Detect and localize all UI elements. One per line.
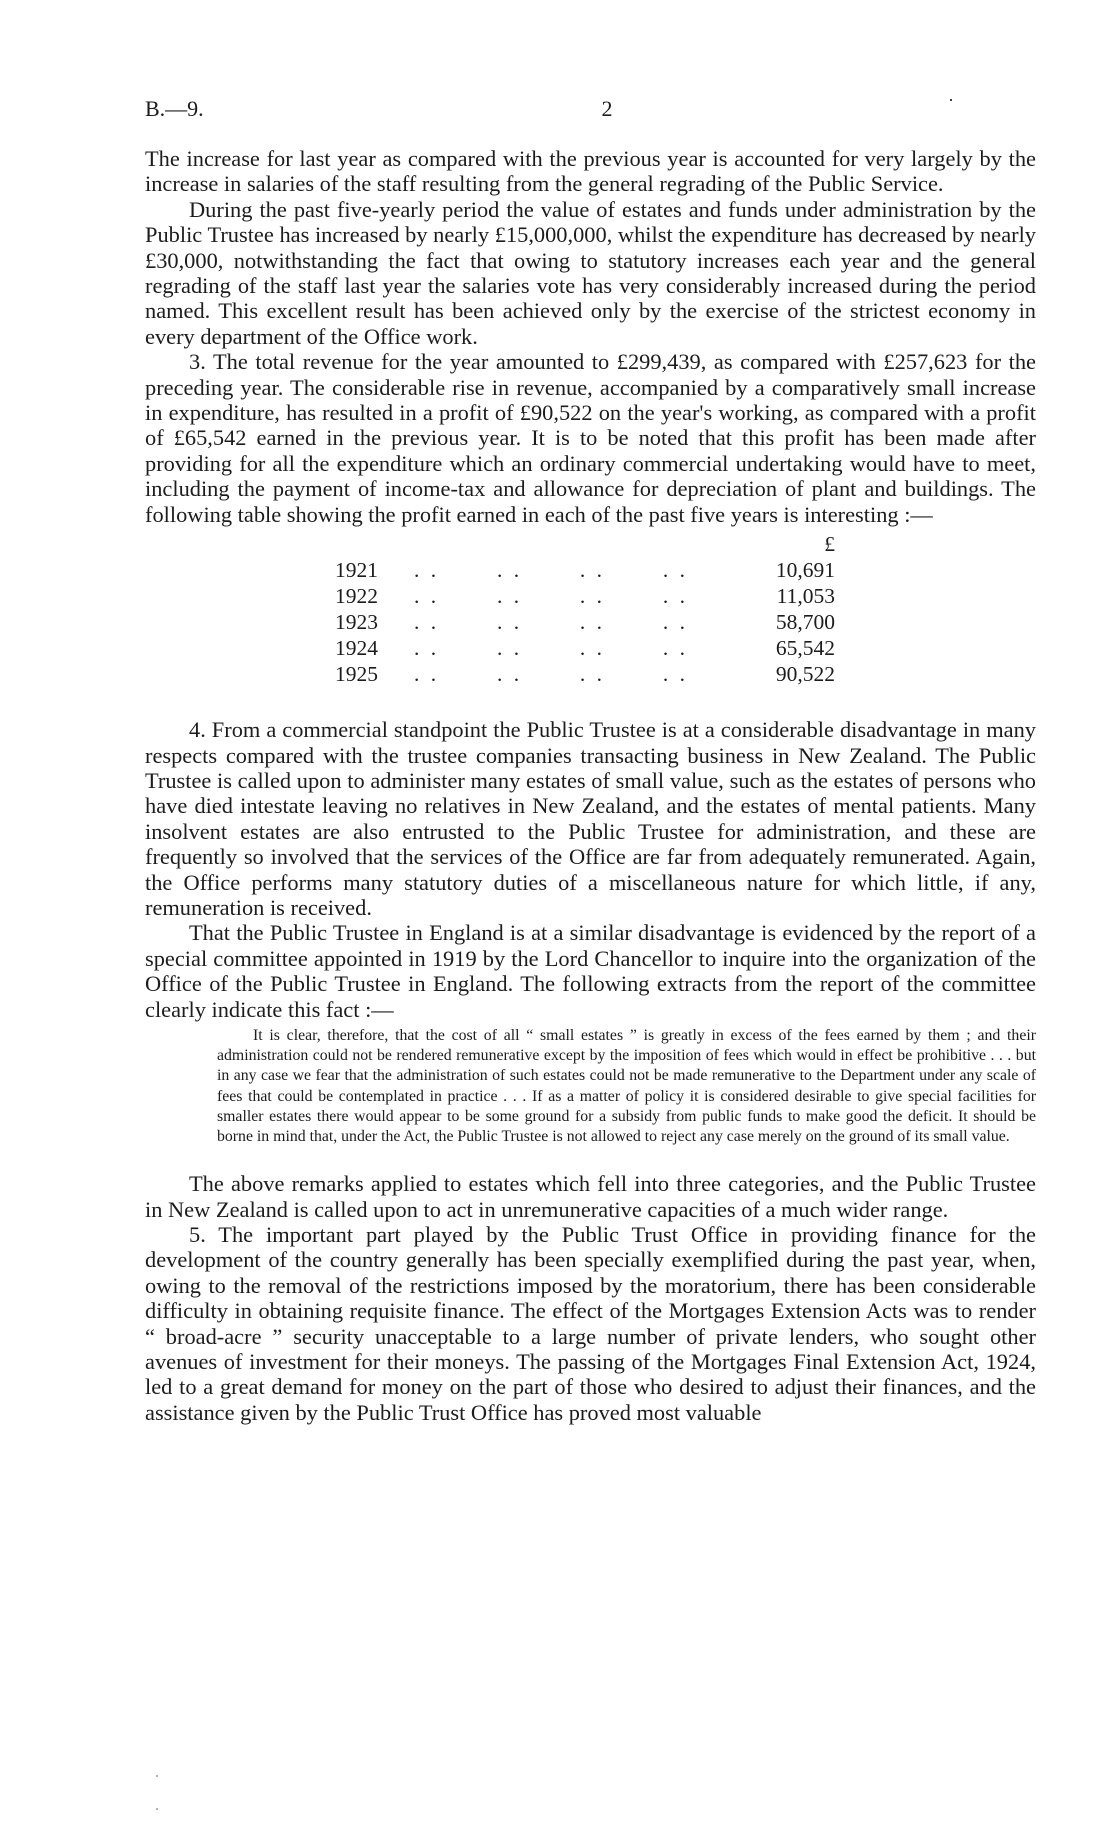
page-speck [156, 1775, 158, 1777]
dot-leader: . . [579, 584, 606, 609]
table-row [335, 635, 835, 661]
dot-leader: . . [662, 558, 688, 583]
dot-leader: . . [662, 662, 688, 687]
table-row [335, 557, 835, 583]
profit-table [335, 531, 835, 687]
dot-leader: . . [579, 558, 606, 583]
table-row [335, 661, 835, 687]
paragraph-section-5-finance: 5. The important part played by the Public Trust Office in providing finance for the development of the country generally has been specially exemplified during the past year, when, owing to the removal of the restrictions imposed by the moratorium, there has been considerable difficulty in obtaining requisite finance. The effect of the Mortgages Extension Acts was to render “ broad-acre ” security unacceptable to a large number of private lenders, who sought other avenues of investment for their moneys. The passing of the Mortgages Final Extension Act, 1924, led to a great demand for money on the part of those who desired to adjust their finances, and the assistance given by the Public Trust Office has proved most valuable [145, 1222, 1036, 1425]
dot-leader: . . [414, 662, 440, 687]
dot-leader: . . [496, 610, 523, 635]
spacer [145, 1147, 1036, 1171]
year-cell: 1921 [335, 558, 378, 583]
paragraph-section-4-commercial: 4. From a commercial standpoint the Public Trustee is at a considerable disadvantage in many respects compared with the trustee companies transacting business in New Zealand. The Public Trustee is called upon to administer many estates of small value, such as the estates of persons who have died intestate leaving no relatives in New Zealand, and the estates of mental patients. Many insolvent estates are also entrusted to the Public Trustee for administration, and these are frequently so involved that the services of the Office are far from adequately remunerated. Again, the Office performs many statutory duties of a miscellaneous nature for which little, if any, remuneration is received. [145, 717, 1036, 920]
profit-amount-cell: 65,542 [775, 636, 835, 661]
page-number: 2 [601, 96, 613, 121]
dot-leader: . . [579, 662, 606, 687]
paragraph-salaries-increase: The increase for last year as compared with the previous year is accounted for very largely by the increase in salaries of the staff resulting from the general regrading of the Public Service. [145, 146, 1036, 197]
page-header [145, 90, 1024, 126]
spacer [145, 687, 1036, 717]
year-cell: 1923 [335, 610, 378, 635]
dot-leader: . . [414, 610, 440, 635]
profit-amount-cell: 11,053 [776, 584, 835, 609]
dot-leader: . . [662, 584, 688, 609]
dot-leader: . . [496, 662, 523, 687]
page-speck [156, 1808, 158, 1810]
profit-amount-cell: 90,522 [775, 662, 835, 687]
table-row [335, 609, 835, 635]
profit-table-unit-row [335, 531, 835, 557]
year-cell: 1922 [335, 584, 378, 609]
paragraph-five-yearly-period: During the past five-yearly period the value of estates and funds under administration by the Public Trustee has increased by nearly £15,000,000, whilst the expenditure has decreased by nearly £30,000, notwithstanding the fact that owing to statutory increases each year and the general regrading of the staff last year the salaries vote has very considerably increased during the period named. This excellent result has been achieved only by the exercise of the strictest economy in every department of the Office work. [145, 196, 1036, 349]
header-dot-mark: · [948, 90, 954, 110]
document-reference: B.—9. [145, 96, 204, 121]
dot-leader: . . [662, 636, 688, 661]
paragraph-three-categories: The above remarks applied to estates which fell into three categories, and the Public Trustee in New Zealand is called upon to act in unremunerative capacities of a much wider range. [145, 1171, 1036, 1222]
dot-leader: . . [414, 636, 440, 661]
paragraph-england-comparison: That the Public Trustee in England is at a similar disadvantage is evidenced by the report of a special committee appointed in 1919 by the Lord Chancellor to inquire into the organization of the Office of the Public Trustee in England. The following extracts from the report of the committee clearly indicate this fact :— [145, 920, 1036, 1022]
dot-leader: . . [662, 610, 688, 635]
dot-leader: . . [414, 558, 440, 583]
profit-amount-cell: 58,700 [775, 610, 835, 635]
year-cell: 1924 [335, 636, 378, 661]
dot-leader: . . [496, 584, 523, 609]
committee-report-quotation: It is clear, therefore, that the cost of all “ small estates ” is greatly in excess of the fees earned by them ; and their administration could not be rendered remunerative except by the imposition of fees which would in effect be prohibitive . . . but in any case we fear that the administration of such estates could not be made remunerative to the Department under any scale of fees that could be contemplated in practice . . . If as a matter of policy it is considered desirable to give special facilities for smaller estates there would appear to be some ground for a subsidy from public funds to make good the deficit. It should be borne in mind that, under the Act, the Public Trustee is not allowed to reject any case merely on the ground of its small value. [217, 1026, 1036, 1145]
dot-leader: . . [414, 584, 440, 609]
document-body [145, 146, 1036, 1425]
dot-leader: . . [496, 636, 523, 661]
profit-amount-cell: 10,691 [775, 558, 835, 583]
dot-leader: . . [496, 558, 523, 583]
paragraph-section-3-revenue: 3. The total revenue for the year amounted to £299,439, as compared with £257,623 for the preceding year. The considerable rise in revenue, accompanied by a comparatively small increase in expenditure, has resulted in a profit of £90,522 on the year's working, as compared with a profit of £65,542 earned in the previous year. It is to be noted that this profit has been made after providing for all the expenditure which an ordinary commercial undertaking would have to meet, including the payment of income-tax and allowance for depreciation of plant and buildings. The following table showing the profit earned in each of the past five years is interesting :— [145, 349, 1036, 527]
dot-leader: . . [579, 636, 606, 661]
year-cell: 1925 [335, 662, 378, 687]
dot-leader: . . [579, 610, 606, 635]
currency-unit: £ [824, 532, 835, 557]
table-row [335, 583, 835, 609]
